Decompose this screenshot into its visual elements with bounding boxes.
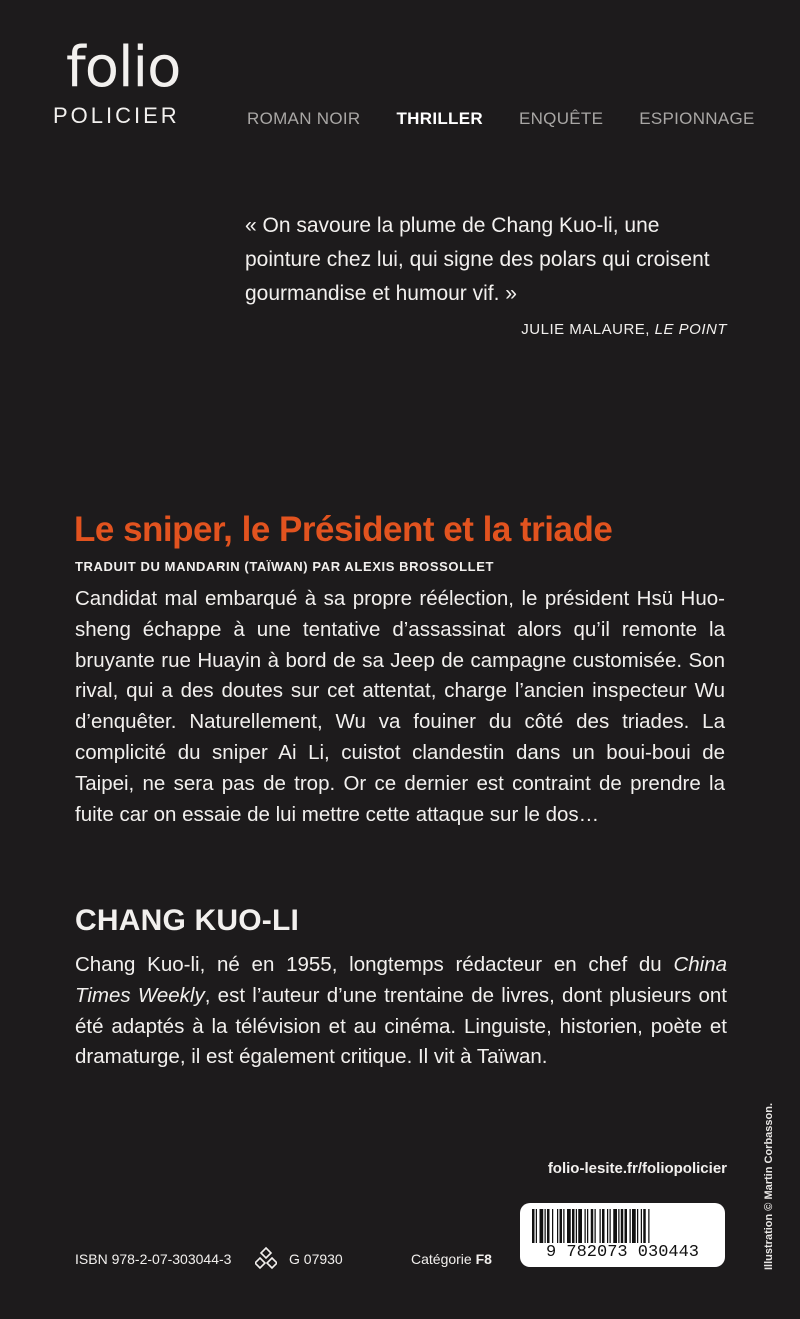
category-value: F8: [475, 1251, 492, 1267]
g-code: G 07930: [289, 1251, 343, 1267]
isbn: ISBN 978-2-07-303044-3: [75, 1251, 232, 1267]
book-title: Le sniper, le Président et la triade: [74, 510, 613, 549]
folio-logo: folio: [66, 35, 181, 100]
quote-author: JULIE MALAURE,: [521, 321, 655, 338]
quote-source: [521, 321, 727, 338]
genre-espionnage: ESPIONNAGE: [639, 109, 755, 128]
translator-credit: TRADUIT DU MANDARIN (TAÏWAN) PAR ALEXIS BROSSOLLET: [75, 559, 495, 574]
author-bio: [75, 950, 727, 1073]
barcode-digits: 9 782073 030443: [545, 1243, 700, 1262]
folio-emblem-icon: [255, 1246, 277, 1275]
book-summary: Candidat mal embarqué à sa propre réélection, le président Hsü Huo-sheng échappe à une tentative d’assassinat alors qu’il remonte la bruyante rue Huayin à bord de sa Jeep de campagne customisée. Son rival, qui a des doutes sur cet attentat, charge l’ancien inspecteur Wu d’enquêter. Naturellement, Wu va fouiner du côté des triades. La complicité du sniper Ai Li, cuistot clandestin dans un boui-boui de Taipei, ne sera pas de trop. Or ce dernier est contraint de prendre la fuite car on essaie de lui mettre cette attaque sur le dos…: [75, 587, 725, 826]
genre-thriller: THRILLER: [396, 109, 483, 128]
bio-text-1: Chang Kuo-li, né en 1955, longtemps rédacteur en chef du: [75, 953, 674, 976]
genre-roman-noir: ROMAN NOIR: [247, 109, 361, 128]
genre-list: [247, 109, 791, 129]
category: [411, 1251, 492, 1267]
barcode: [520, 1203, 725, 1267]
website-link[interactable]: folio-lesite.fr/foliopolicier: [547, 1160, 727, 1177]
collection-name: POLICIER: [53, 103, 180, 128]
category-label: Catégorie: [411, 1251, 476, 1267]
illustration-credit: Illustration © Martin Corbasson.: [763, 1102, 775, 1270]
author-name: CHANG KUO-LI: [75, 904, 300, 937]
genre-enquete: ENQUÊTE: [518, 109, 604, 128]
press-quote: « On savoure la plume de Chang Kuo-li, une pointure chez lui, qui signe des polars qui croisent gourmandise et humour vif. »: [245, 214, 710, 305]
bio-text-2: , est l’auteur d’une trentaine de livres, dont plusieurs ont été adaptés à la télévision et au cinéma. Linguiste, historien, poète et dramaturge, il est également critique. Il vit à Taïwan.: [75, 983, 727, 1069]
quote-publication: LE POINT: [654, 321, 727, 338]
bio-publication: China Times Weekly: [75, 953, 727, 1007]
